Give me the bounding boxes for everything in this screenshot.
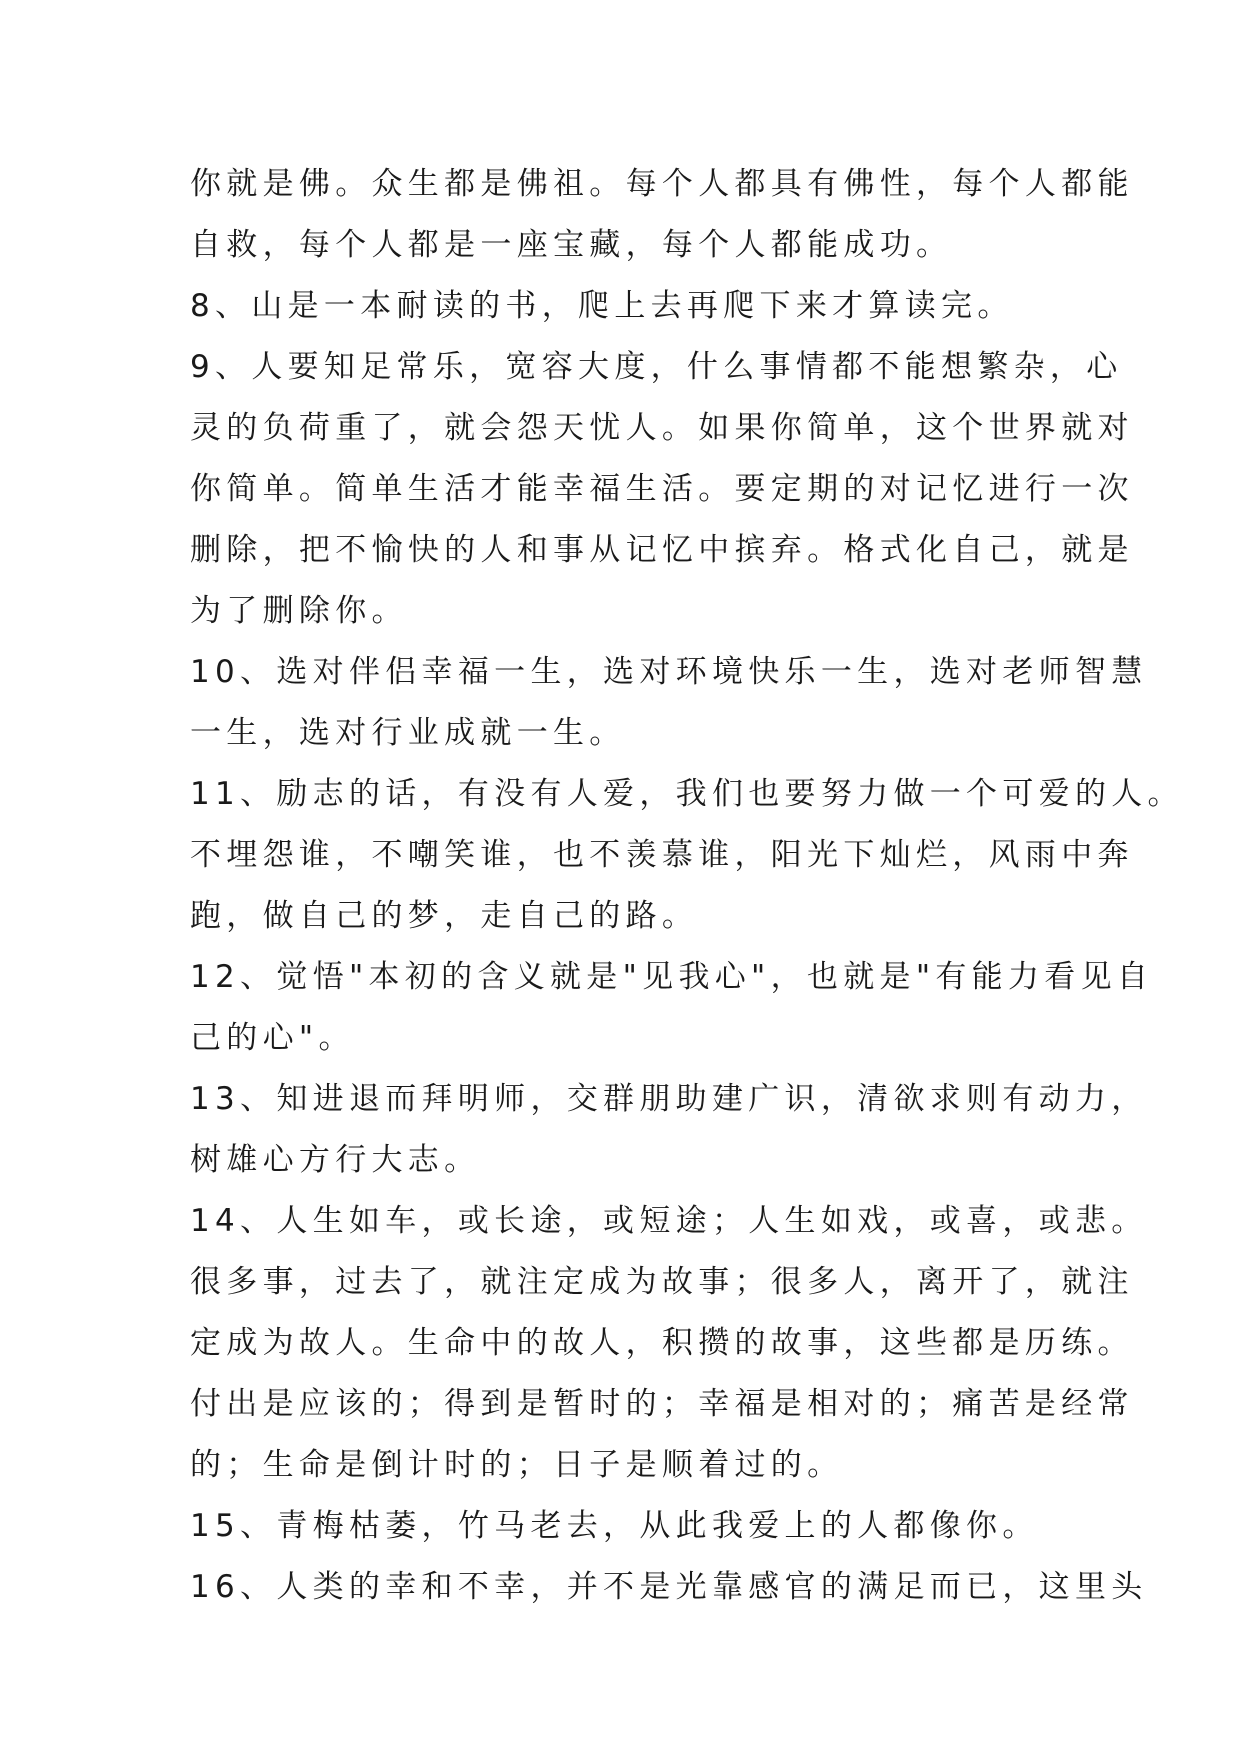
text-line: 11、励志的话，有没有人爱，我们也要努力做一个可爱的人。 — [190, 776, 1184, 812]
text-line: 己的心"。 — [190, 1020, 355, 1056]
text-line: 自救，每个人都是一座宝藏，每个人都能成功。 — [190, 227, 953, 263]
document-body — [190, 154, 1184, 1618]
text-line: 15、青梅枯萎，竹马老去，从此我爱上的人都像你。 — [190, 1508, 1039, 1544]
text-line: 删除，把不愉快的人和事从记忆中摈弃。格式化自己，就是 — [190, 532, 1134, 568]
text-line: 你就是佛。众生都是佛祖。每个人都具有佛性，每个人都能 — [190, 166, 1134, 202]
text-line: 灵的负荷重了，就会怨天忧人。如果你简单，这个世界就对 — [190, 410, 1134, 446]
text-line: 你简单。简单生活才能幸福生活。要定期的对记忆进行一次 — [190, 471, 1134, 507]
text-line: 定成为故人。生命中的故人，积攒的故事，这些都是历练。 — [190, 1325, 1134, 1361]
text-line: 13、知进退而拜明师，交群朋助建广识，清欲求则有动力， — [190, 1081, 1148, 1117]
text-line: 12、觉悟"本初的含义就是"见我心"，也就是"有能力看见自 — [190, 959, 1154, 995]
text-line: 14、人生如车，或长途，或短途；人生如戏，或喜，或悲。 — [190, 1203, 1148, 1239]
text-line: 不埋怨谁，不嘲笑谁，也不羡慕谁，阳光下灿烂，风雨中奔 — [190, 837, 1134, 873]
text-line: 一生，选对行业成就一生。 — [190, 715, 626, 751]
text-line: 为了删除你。 — [190, 593, 408, 629]
text-line: 16、人类的幸和不幸，并不是光靠感官的满足而已，这里头 — [190, 1569, 1148, 1605]
text-line: 的；生命是倒计时的；日子是顺着过的。 — [190, 1447, 844, 1483]
text-line: 树雄心方行大志。 — [190, 1142, 481, 1178]
text-line: 很多事，过去了，就注定成为故事；很多人，离开了，就注 — [190, 1264, 1134, 1300]
text-line: 9、人要知足常乐，宽容大度，什么事情都不能想繁杂，心 — [190, 349, 1123, 385]
text-line: 10、选对伴侣幸福一生，选对环境快乐一生，选对老师智慧 — [190, 654, 1148, 690]
text-line: 8、山是一本耐读的书，爬上去再爬下来才算读完。 — [190, 288, 1014, 324]
text-line: 跑，做自己的梦，走自己的路。 — [190, 898, 699, 934]
text-line: 付出是应该的；得到是暂时的；幸福是相对的；痛苦是经常 — [190, 1386, 1134, 1422]
